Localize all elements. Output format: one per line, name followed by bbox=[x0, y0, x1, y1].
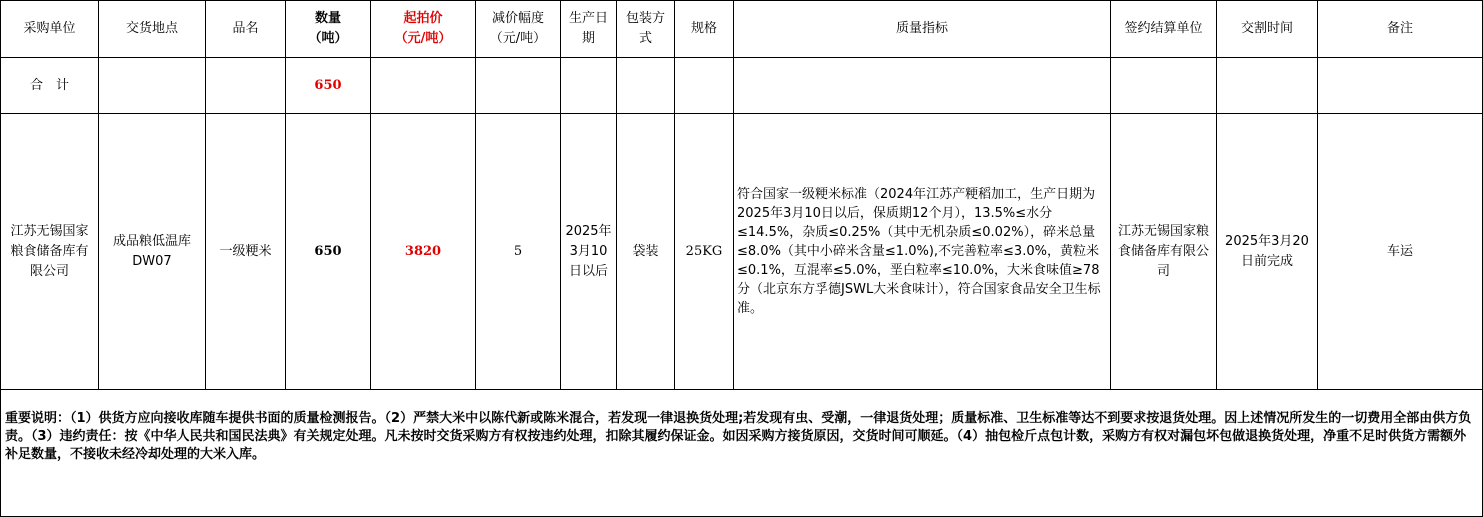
total-empty-2 bbox=[206, 58, 286, 114]
total-empty-7 bbox=[675, 58, 734, 114]
total-empty-8 bbox=[734, 58, 1111, 114]
total-row bbox=[1, 58, 1483, 114]
header-product: 品名 bbox=[206, 1, 286, 58]
header-settlement-unit: 签约结算单位 bbox=[1111, 1, 1217, 58]
total-quantity: 650 bbox=[286, 58, 371, 114]
item-row bbox=[1, 114, 1483, 390]
item-remarks: 车运 bbox=[1318, 114, 1483, 390]
header-start-price-line1: 起拍价 bbox=[403, 11, 443, 26]
header-spec: 规格 bbox=[675, 1, 734, 58]
header-packaging: 包装方式 bbox=[617, 1, 675, 58]
header-quantity-line1: 数量 bbox=[314, 11, 341, 26]
header-quantity bbox=[286, 1, 371, 58]
header-buyer: 采购单位 bbox=[1, 1, 99, 58]
item-settlement-unit: 江苏无锡国家粮食储备库有限公司 bbox=[1111, 114, 1217, 390]
item-delivery-place: 成品粮低温库DW07 bbox=[99, 114, 206, 390]
item-production-date: 2025年3月10日以后 bbox=[561, 114, 617, 390]
item-quality-spec: 符合国家一级粳米标准（2024年江苏产粳稻加工，生产日期为2025年3月10日以后，保质期12个月），13.5%≤水分≤14.5%，杂质≤0.25%（其中无机杂质≤0.02%），碎米总量≤8.0%（其中小碎米含量≤1.0%),不完善粒率≤3.0%，黄粒米≤0.1%，互混率≤5.0%，垩白粒率≤10.0%，大米食味值≥78分（北京东方孚德JSWL大米食味计），符合国家食品安全卫生标准。 bbox=[734, 114, 1111, 390]
header-start-price bbox=[371, 1, 476, 58]
item-delivery-time: 2025年3月20日前完成 bbox=[1217, 114, 1318, 390]
total-empty-9 bbox=[1111, 58, 1217, 114]
header-production-date: 生产日期 bbox=[561, 1, 617, 58]
total-empty-6 bbox=[617, 58, 675, 114]
total-empty-11 bbox=[1318, 58, 1483, 114]
total-empty-3 bbox=[371, 58, 476, 114]
total-empty-5 bbox=[561, 58, 617, 114]
total-empty-10 bbox=[1217, 58, 1318, 114]
note-row bbox=[1, 390, 1483, 517]
header-row bbox=[1, 1, 1483, 58]
header-price-step bbox=[476, 1, 561, 58]
total-empty-1 bbox=[99, 58, 206, 114]
header-remarks: 备注 bbox=[1318, 1, 1483, 58]
item-packaging: 袋装 bbox=[617, 114, 675, 390]
header-start-price-line2: （元/吨） bbox=[394, 31, 452, 46]
item-start-price: 3820 bbox=[371, 114, 476, 390]
header-quantity-line2: （吨） bbox=[308, 31, 348, 46]
important-note: 重要说明：（1）供货方应向接收库随车提供书面的质量检测报告。（2）严禁大米中以陈代新或陈米混合，若发现一律退换货处理;若发现有虫、受潮，一律退货处理；质量标准、卫生标准等达不到要求按退货处理。因上述情况所发生的一切费用全部由供方负责。（3）违约责任：按《中华人民共和国民法典》有关规定处理。凡未按时交货采购方有权按违约处理，扣除其履约保证金。如因采购方接货原因，交货时间可顺延。（4）抽包检斤点包计数，采购方有权对漏包坏包做退换货处理，净重不足时供货方需额外补足数量，不接收未经冷却处理的大米入库。 bbox=[1, 390, 1483, 517]
item-product: 一级粳米 bbox=[206, 114, 286, 390]
header-price-step-line2: （元/吨） bbox=[489, 31, 547, 46]
item-quantity: 650 bbox=[286, 114, 371, 390]
header-quality: 质量指标 bbox=[734, 1, 1111, 58]
header-delivery-place: 交货地点 bbox=[99, 1, 206, 58]
header-price-step-line1: 减价幅度 bbox=[491, 11, 544, 26]
total-empty-4 bbox=[476, 58, 561, 114]
item-price-step: 5 bbox=[476, 114, 561, 390]
item-spec: 25KG bbox=[675, 114, 734, 390]
header-delivery-time: 交割时间 bbox=[1217, 1, 1318, 58]
total-label: 合 计 bbox=[1, 58, 99, 114]
item-buyer: 江苏无锡国家粮食储备库有限公司 bbox=[1, 114, 99, 390]
